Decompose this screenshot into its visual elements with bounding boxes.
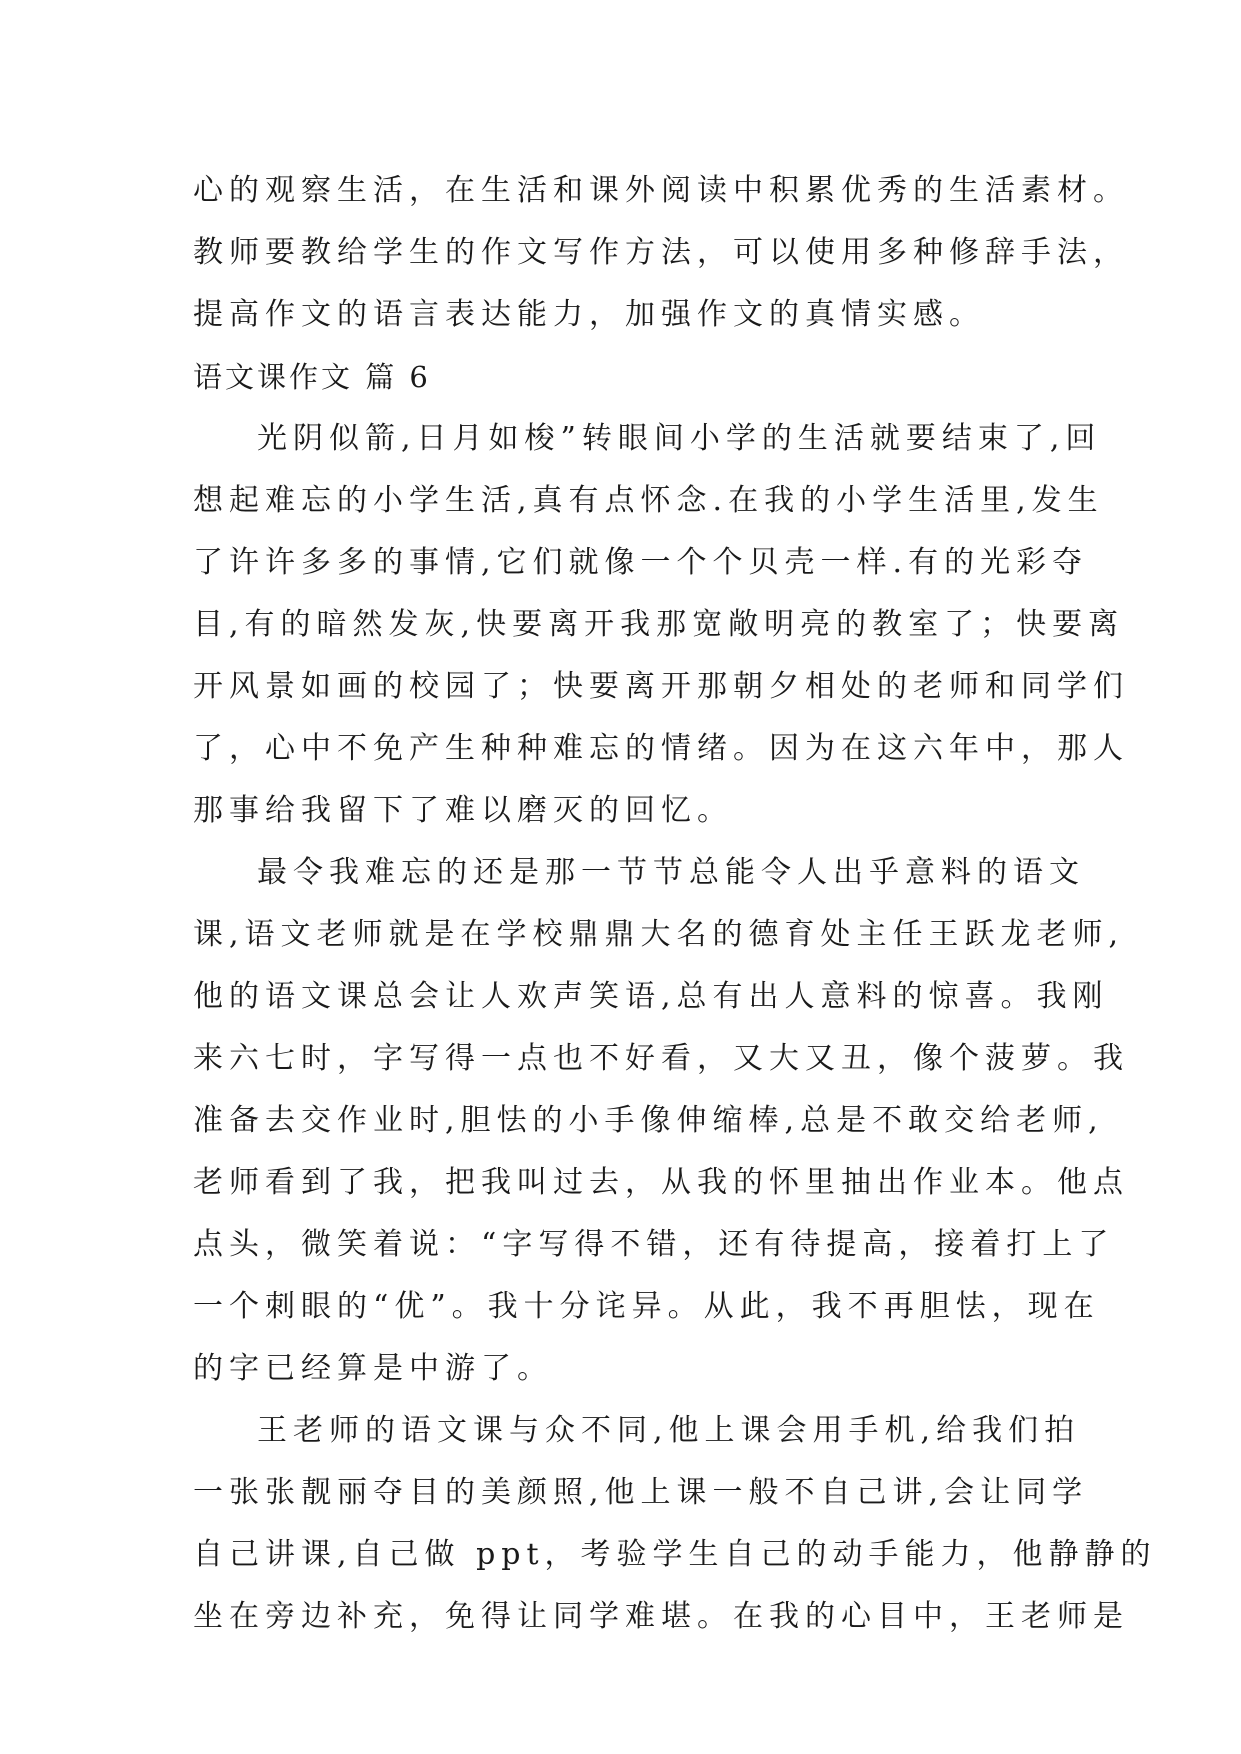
intro-text bbox=[193, 160, 1129, 346]
text-line: 坐在旁边补充，免得让同学难堪。在我的心目中，王老师是 bbox=[193, 1599, 1129, 1634]
text-line: 开风景如画的校园了；快要离开那朝夕相处的老师和同学们 bbox=[193, 669, 1129, 704]
text-line: 准备去交作业时,胆怯的小手像伸缩棒,总是不敢交给老师, bbox=[193, 1103, 1104, 1138]
text-line: 一个刺眼的“优”。我十分诧异。从此，我不再胆怯，现在 bbox=[193, 1289, 1100, 1324]
text-line: 一张张靓丽夺目的美颜照,他上课一般不自己讲,会让同学 bbox=[193, 1475, 1089, 1510]
text-line: 的字已经算是中游了。 bbox=[193, 1351, 553, 1386]
text-line: 心的观察生活，在生活和课外阅读中积累优秀的生活素材。 bbox=[193, 173, 1129, 208]
paragraph-3 bbox=[193, 1400, 1157, 1648]
section-heading: 语文课作文 篇 6 bbox=[193, 360, 431, 394]
text-line: 了，心中不免产生种种难忘的情绪。因为在这六年中，那人 bbox=[193, 731, 1129, 766]
text-line: 老师看到了我，把我叫过去，从我的怀里抽出作业本。他点 bbox=[193, 1165, 1129, 1200]
text-line: 自己讲课,自己做 ppt，考验学生自己的动手能力，他静静的 bbox=[193, 1537, 1157, 1572]
document-page bbox=[193, 160, 1157, 1648]
text-line: 最令我难忘的还是那一节节总能令人出乎意料的语文 bbox=[257, 855, 1085, 890]
text-line: 教师要教给学生的作文写作方法，可以使用多种修辞手法， bbox=[193, 235, 1129, 270]
text-line: 光阴似箭,日月如梭”转眼间小学的生活就要结束了,回 bbox=[257, 421, 1102, 456]
text-line: 目,有的暗然发灰,快要离开我那宽敞明亮的教室了；快要离 bbox=[193, 607, 1125, 642]
text-line: 点头，微笑着说：“字写得不错，还有待提高，接着打上了 bbox=[193, 1227, 1115, 1262]
paragraph-1 bbox=[193, 408, 1129, 842]
text-line: 王老师的语文课与众不同,他上课会用手机,给我们拍 bbox=[257, 1413, 1081, 1448]
text-line: 那事给我留下了难以磨灭的回忆。 bbox=[193, 793, 733, 828]
text-line: 提高作文的语言表达能力，加强作文的真情实感。 bbox=[193, 297, 985, 332]
text-line: 了许许多多的事情,它们就像一个个贝壳一样.有的光彩夺 bbox=[193, 545, 1089, 580]
text-line: 课,语文老师就是在学校鼎鼎大名的德育处主任王跃龙老师, bbox=[193, 917, 1125, 952]
text-line: 想起难忘的小学生活,真有点怀念.在我的小学生活里,发生 bbox=[193, 483, 1104, 518]
text-line: 来六七时，字写得一点也不好看，又大又丑，像个菠萝。我 bbox=[193, 1041, 1129, 1076]
paragraph-2 bbox=[193, 842, 1129, 1400]
text-line: 他的语文课总会让人欢声笑语,总有出人意料的惊喜。我刚 bbox=[193, 979, 1109, 1014]
